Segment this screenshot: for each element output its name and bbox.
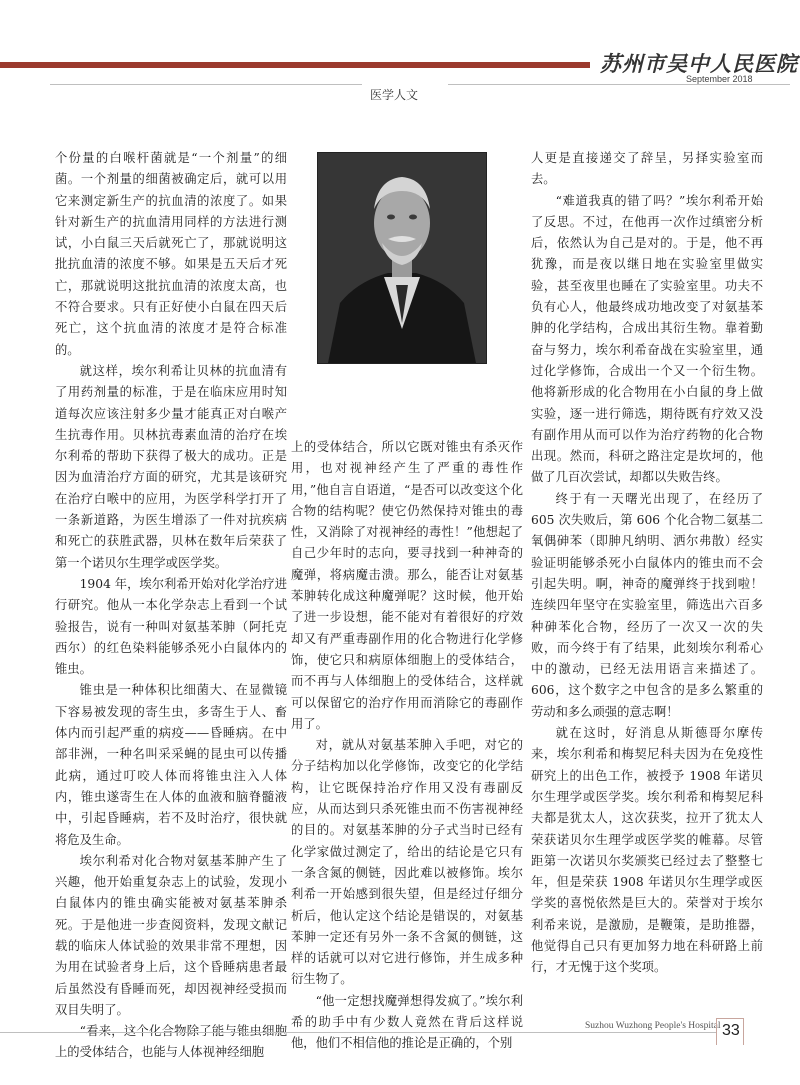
header-accent-bar xyxy=(0,62,590,68)
paragraph: 上的受体结合，所以它既对锥虫有杀灭作用，也对视神经产生了严重的毒性作用，”他自言自语道，“是否可以改变这个化合物的结构呢？使它仍然保持对锥虫的毒性，又消除了对视神经的毒性！”他想起了自己少年时的志向，要寻找到一种神奇的魔弹，将病魔击溃。那么，能否让对氨基苯胂转化成这种魔弹呢？这时候，他开始了进一步设想，能不能对有着很好的疗效却又有严重毒副作用的化合物进行化学修饰，使它只和病原体细胞上的受体结合，而不再与人体细胞上的受体结合，这样就可以保留它的治疗作用而消除它的毒副作用了。 xyxy=(291,440,523,731)
paragraph: 对，就从对氨基苯胂入手吧，对它的分子结构加以化学修饰，改变它的化学结构，让它既保持治疗作用又没有毒副反应，从而达到只杀死锥虫而不伤害视神经的目的。对氨基苯胂的分子式当时已经有化学家做过测定了，给出的结论是它只有一条含氮的侧链，因此难以被修饰。埃尔利希一开始感到很失望，但是经过仔细分析后，他认定这个结论是错误的，对氨基苯胂一定还有另外一条不含氮的侧链，这样的话就可以对它进行修饰，并生成多种衍生物了。 xyxy=(291,738,523,987)
issue-date: September 2018 xyxy=(686,74,753,84)
article-column-right xyxy=(531,148,763,979)
paragraph: 就这样，埃尔利希让贝林的抗血清有了用药剂量的标准，于是在临床应用时知道每次应该注射多少量才能真正对白喉产生抗毒作用。贝林抗毒素血清的治疗在埃尔利希的帮助下获得了极大的成功。正是因为血清治疗方面的研究，尤其是该研究在治疗白喉中的应用，为医学科学打开了一条新道路，为医生增添了一件对抗疾病和死亡的获胜武器，贝林在数年后荣获了第一个诺贝尔生理学或医学奖。 xyxy=(55,363,287,570)
paragraph: “他一定想找魔弹想得发疯了。”埃尔利希的助手中有少数人竟然在背后这样说他，他们不相信他的推论是正确的，个别 xyxy=(291,993,523,1051)
header-rule-left xyxy=(50,84,362,85)
page-number: 33 xyxy=(722,1022,740,1039)
footer-hospital-name: Suzhou Wuzhong People's Hospital xyxy=(585,1021,721,1031)
paragraph: 上的受体结合，也能与人体视神经细胞 xyxy=(55,1045,265,1060)
header-rule-mid xyxy=(448,84,790,85)
paragraph: 锥虫是一种体积比细菌大、在显微镜下容易被发现的寄生虫，多寄生于人、畜体内而引起严重的病疫——昏睡病。在中部非洲，一种名叫采采蝇的昆虫可以传播此病，通过叮咬人体而将锥虫注入人体内，锥虫遂寄生在人体的血液和脑脊髓液中，引起昏睡病，若不及时治疗，很快就将危及生命。 xyxy=(55,683,287,847)
hospital-title: 苏州市吴中人民医院 xyxy=(600,51,798,76)
paragraph: 就在这时，好消息从斯德哥尔摩传来，埃尔利希和梅契尼科夫因为在免疫性研究上的出色工作，被授予 1908 年诺贝尔生理学或医学奖。埃尔利希和梅契尼科夫都是犹太人，这次获奖，拉开了犹太人荣获诺贝尔生理学或医学奖的帷幕。尽管距第一次诺贝尔奖颁奖已经过去了整整七年，但是荣获 1908 年诺贝尔生理学或医学奖的喜悦依然是巨大的。荣誉对于埃尔利希来说，是激励，是鞭策，是助推器，他觉得自己只有更加努力地在科研路上前行，才无愧于这个奖项。 xyxy=(531,726,763,975)
footer-rule xyxy=(0,1032,716,1033)
paragraph: “难道我真的错了吗？”埃尔利希开始了反思。不过，在他再一次作过缜密分析后，依然认为自己是对的。于是，他不再犹豫，而是夜以继日地在实验室里做实验，甚至夜里也睡在了实验室里。功夫不负有心人，他最终成功地改变了对氨基苯胂的化学结构，合成出其衍生物。靠着勤奋与努力，埃尔利希奋战在实验室里，通过化学修饰，合成出一个又一个衍生物。他将新形成的化合物用在小白鼠的身上做实验，逐一进行筛选，期待既有疗效又没有副作用从而可以作为治疗药物的化合物出现。然而，科研之路注定是坎坷的，他做了几百次尝试，却都以失败告终。 xyxy=(531,193,763,485)
paragraph: 个份量的白喉杆菌就是“一个剂量”的细菌。一个剂量的细菌被确定后，就可以用它来测定新生产的抗血清的浓度了。如果针对新生产的抗血清用同样的方法进行测试，小白鼠三天后就死亡了，那就说明这批抗血清的浓度不够。如果是五天后才死亡，那就说明这批抗血清的浓度太高，也不符合要求。只有正好使小白鼠在四天后死亡，这个抗血清的浓度才是符合标准的。 xyxy=(55,151,287,357)
portrait-photo xyxy=(317,152,487,364)
paragraph: 人更是直接递交了辞呈，另择实验室而去。 xyxy=(531,151,763,187)
article-column-middle xyxy=(291,437,523,1055)
portrait-illustration xyxy=(318,153,486,363)
article-column-left xyxy=(55,148,287,1064)
paragraph: 埃尔利希对化合物对氨基苯胂产生了兴趣，他开始重复杂志上的试验，发现小白鼠体内的锥虫确实能被对氨基苯胂杀死。于是他进一步查阅资料，发现文献记载的临床人体试验的效果非常不理想，因为用在试验者身上后，这个昏睡病患者最后虽然没有昏睡而死，却因视神经受损而双目失明了。 xyxy=(55,853,287,1017)
section-label: 医学人文 xyxy=(370,88,419,102)
paragraph: 终于有一天曙光出现了，在经历了605 次失败后，第 606 个化合物二氨基二氧偶砷苯（即胂凡纳明、洒尔弗散）经实验证明能够杀死小白鼠体内的锥虫而不会引起失明。啊，神奇的魔弹终于找到啦！连续四年坚守在实验室里，筛选出六百多种砷苯化合物，经历了一次又一次的失败，而今终于有了结果，此刻埃尔利希心中的激动，已经无法用语言来描述了。606，这个数字之中包含的是多么繁重的劳动和多么顽强的意志啊！ xyxy=(531,491,763,719)
paragraph: 1904 年，埃尔利希开始对化学治疗进行研究。他从一本化学杂志上看到一个试验报告，说有一种叫对氨基苯胂（阿托克西尔）的红色染料能够杀死小白鼠体内的锥虫。 xyxy=(55,576,287,677)
